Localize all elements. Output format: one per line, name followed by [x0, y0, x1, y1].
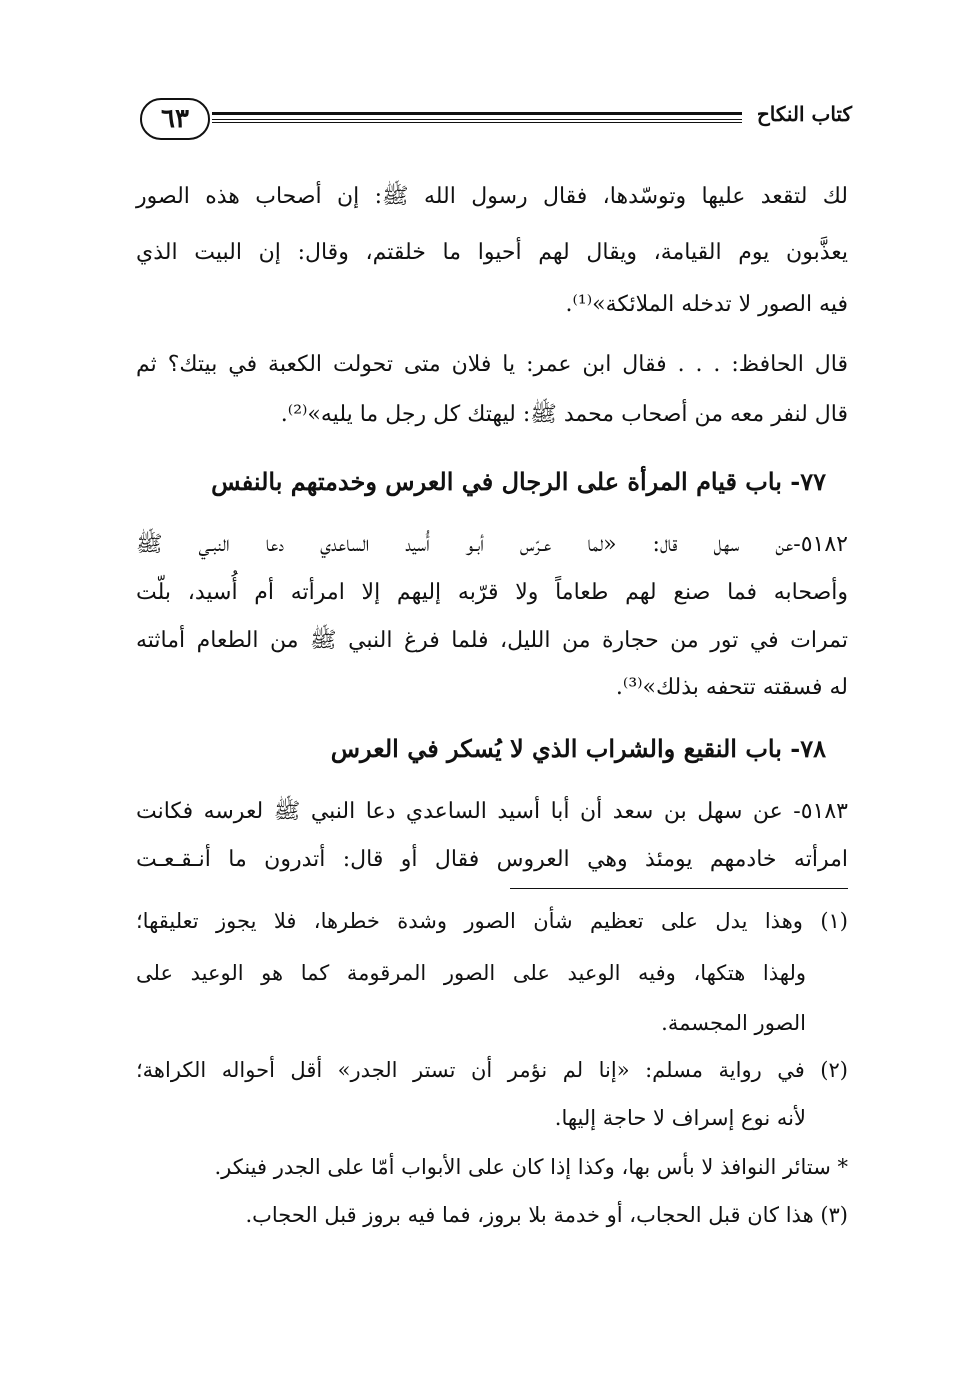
header-rule	[212, 112, 742, 120]
hadith-line: ٥١٨٣- عن سهل بن سعد أن أبا أسيد الساعدي دعا النبي ﷺ لعرسه فكانت	[136, 799, 848, 824]
book-title: كتاب النكاح	[756, 102, 852, 126]
hadith-line: له فسقته تتحفه بذلك»⁽³⁾.	[615, 675, 848, 700]
body-line: لك لتقعد عليها وتوسّدها، فقال رسول الله ﷺ: إن أصحاب هذه الصور	[136, 184, 848, 209]
page-header	[140, 92, 852, 152]
footnote-line: (٢) في رواية مسلم: «إنا لم نؤمر أن تستر الجدر» أقل أحواله الكراهة؛	[136, 1058, 848, 1082]
footnote-line: لأنه نوع إسراف لا حاجة إليها.	[554, 1106, 806, 1130]
footnote-note: * ستائر النوافذ لا بأس بها، وكذا إذا كان على الأبواب أمّا على الجدر فينكر.	[214, 1155, 848, 1179]
footnote-separator	[510, 888, 848, 889]
section-heading-78: ٧٨- باب النقيع والشراب الذي لا يُسكر في العرس	[330, 734, 826, 763]
hadith-line: وأصحابه فما صنع لهم طعاماً ولا قرّبه إليهم إلا امرأته أم أُسيد، بلّت	[136, 580, 848, 605]
hadith-line: ٥١٨٢-عن سهل قال: «لما عـرّس أبـو أُسيد الساعدي دعا النبـي ﷺ	[136, 532, 848, 557]
hadith-line: تمرات في تور من حجارة من الليل، فلما فرغ النبي ﷺ من الطعام أماثته	[136, 628, 848, 653]
page-number: ٦٣	[140, 98, 210, 140]
section-heading-77: ٧٧- باب قيام المرأة على الرجال في العرس وخدمتهم بالنفس	[211, 467, 826, 496]
body-line: فيه الصور لا تدخله الملائكة»⁽¹⁾.	[565, 292, 848, 317]
body-line: قال لنفر معه من أصحاب محمد ﷺ: ليهتك كل رجل ما يليه»⁽²⁾.	[280, 402, 848, 427]
body-line: قال الحافظ: . . . فقال ابن عمر: يا فلان متى تحولت الكعبة في بيتك؟ ثم	[136, 352, 849, 377]
header-rule-thin	[212, 122, 742, 123]
footnote-line: (٣) هذا كان قبل الحجاب، أو خدمة بلا بروز، فما فيه بروز قبل الحجاب.	[245, 1203, 848, 1227]
body-line: يعذَّبون يوم القيامة، ويقال لهم أحيوا ما خلقتم، وقال: إن البيت الذي	[136, 240, 848, 265]
footnote-line: (١) وهذا يدل على تعظيم شأن الصور وشدة خطرها، فلا يجوز تعليقها؛	[136, 909, 848, 933]
hadith-line: امرأته خادمهم يومئذ وهي العروس فقال أو قال: أتدرون ما أنـقـعـت	[136, 847, 848, 872]
footnote-line: الصور المجسمة.	[661, 1011, 806, 1035]
footnote-line: ولهذا هتكها، وفيه الوعيد على الصور المرقومة كما هو الوعيد على	[136, 961, 806, 985]
